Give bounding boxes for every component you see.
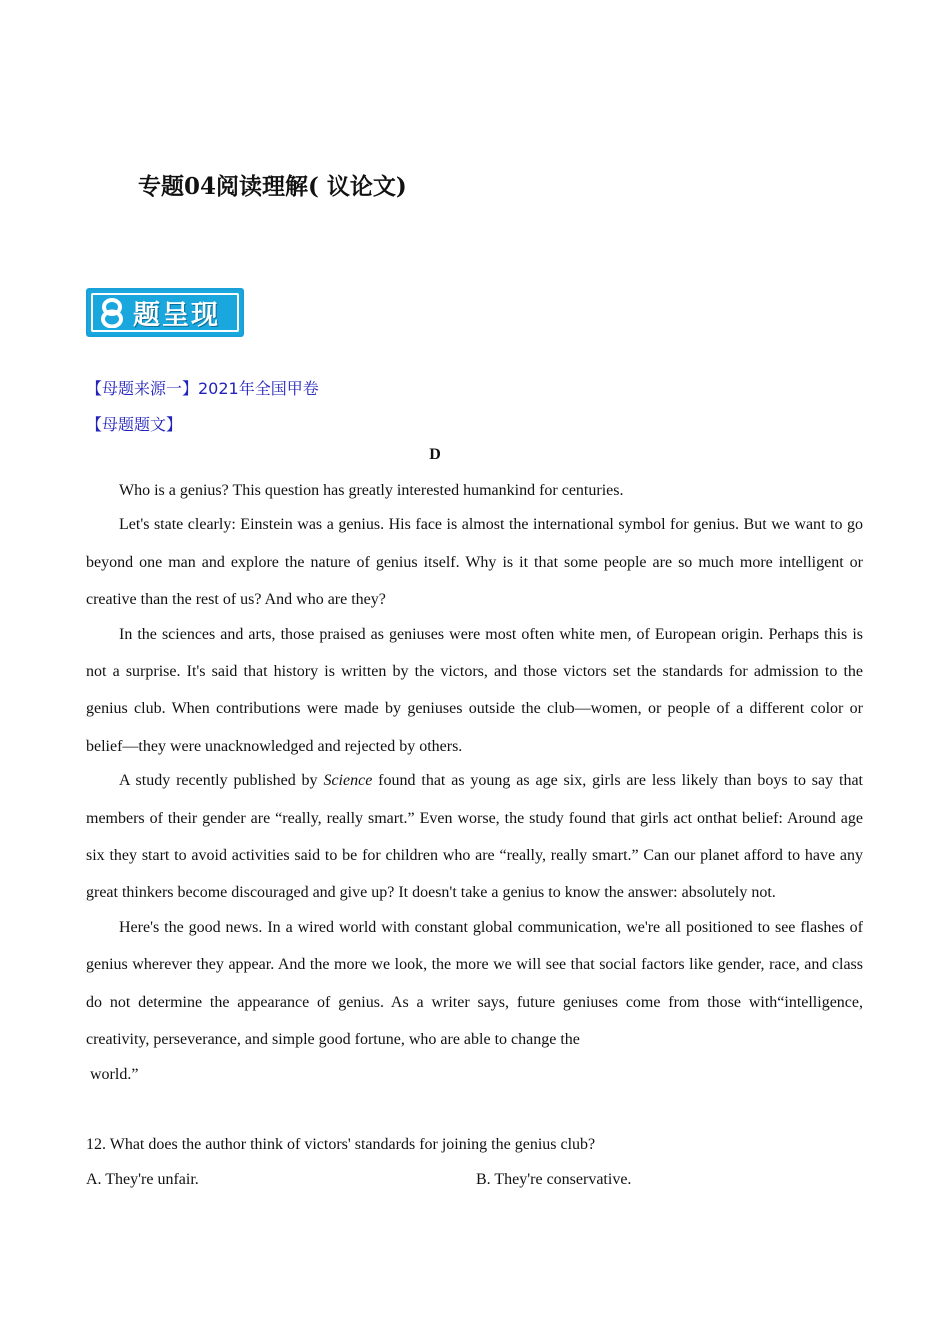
paragraph-4 xyxy=(86,762,863,912)
paragraph-3: In the sciences and arts, those praised as geniuses were most often white men, of European origin. Perhaps this is not a surprise. It's said that history is written by the victors, and those victors set the standards for admission to the genius club. When contributions were made by geniuses outside the club—women, or people of a different color or belief—they were unacknowledged and rejected by others. xyxy=(86,625,863,755)
circle-numeral-icon xyxy=(99,298,125,328)
section-badge xyxy=(86,288,244,337)
option-a: A. They're unfair. xyxy=(86,1171,199,1188)
text-label: 【母题题文】 xyxy=(86,415,183,434)
source-label: 【母题来源一】2021年全国甲卷 xyxy=(86,379,319,398)
paragraph-1: Who is a genius? This question has greatly interested humankind for centuries. xyxy=(119,482,624,499)
journal-name: Science xyxy=(323,772,373,790)
badge-label: 题呈现 xyxy=(133,300,220,331)
question-12: 12. What does the author think of victors' standards for joining the genius club? xyxy=(86,1136,596,1153)
paragraph-4-body: found that as young as age six, girls are less likely than boys to say that members of their gender are “really, really smart.” Even worse, the study found that girls act onthat belief: Around age six they start to avoid activities said to be for children who are “really, really smart.” Can our planet afford to have any great thinkers become discouraged and give up? It doesn't take a genius to know the answer: absolutely not. xyxy=(86,772,864,902)
option-b: B. They're conservative. xyxy=(476,1171,632,1188)
passage-letter: D xyxy=(429,446,441,463)
paragraph-5: Here's the good news. In a wired world with constant global communication, we're all positioned to see flashes of genius wherever they appear. And the more we look, the more we will see that social factors like gender, race, and class do not determine the appearance of genius. As a writer says, future geniuses come from those with“intelligence, creativity, perseverance, and simple good fortune, who are able to change the xyxy=(86,918,863,1049)
page-title: 专题04阅读理解( 议论文) xyxy=(138,173,407,200)
paragraph-4-prefix: A study recently published by xyxy=(119,772,318,790)
paragraph-2: Let's state clearly: Einstein was a genius. His face is almost the international symbol for genius. But we want to go beyond one man and explore the nature of genius itself. Why is it that some people are so much more intelligent or creative than the rest of us? And who are they? xyxy=(86,516,863,609)
passage xyxy=(86,472,863,1093)
paragraph-5-end: world.” xyxy=(90,1065,139,1083)
